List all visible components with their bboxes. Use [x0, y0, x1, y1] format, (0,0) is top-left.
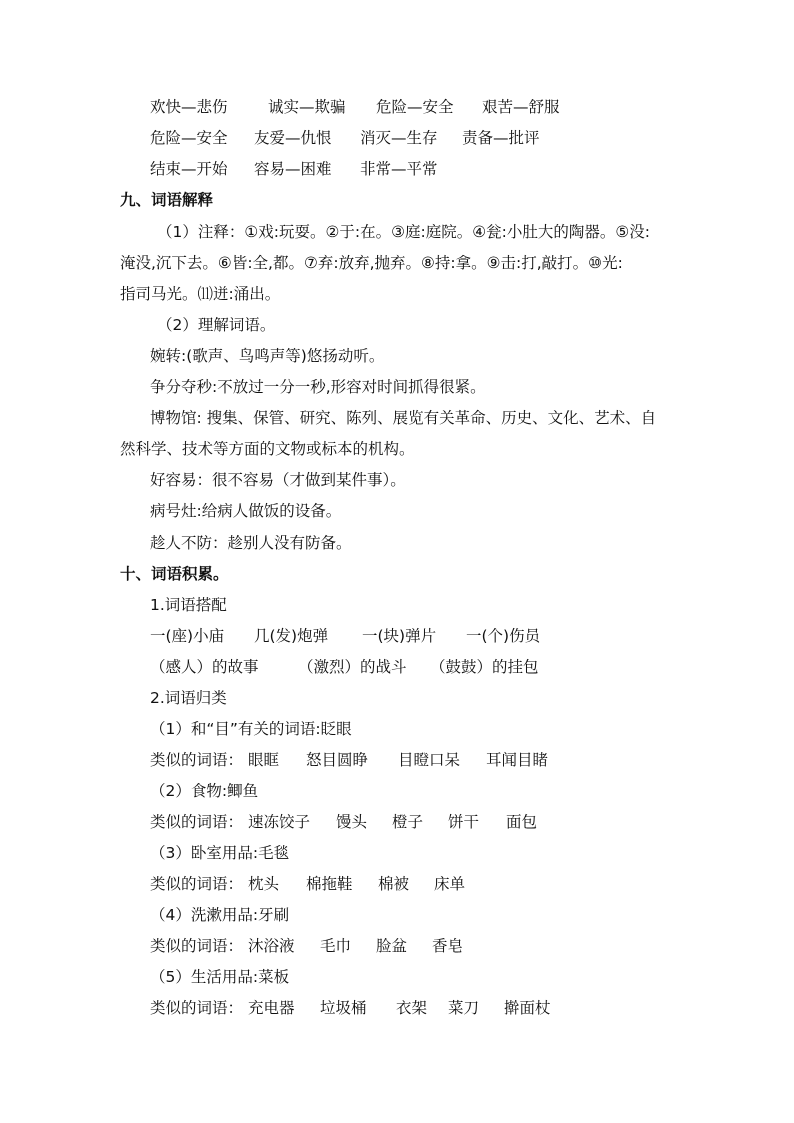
antonym-pair: 诚实—欺骗: [268, 98, 346, 116]
notes-line: （1）注释：①戏:玩耍。②于:在。③庭:庭院。④瓮:小肚大的陶器。⑤没:: [157, 223, 650, 241]
similar-word: 棉拖鞋: [306, 875, 353, 893]
similar-word: 怒目圆睁: [306, 751, 369, 769]
word-definition: 然科学、技术等方面的文物或标本的机构。: [120, 440, 415, 458]
similar-word: 菜刀: [448, 999, 480, 1017]
antonym-pair: 消灭—生存: [360, 129, 438, 147]
similar-label: 类似的词语：: [150, 875, 244, 893]
similar-word: 垃圾桶: [320, 999, 367, 1017]
similar-words-row: [150, 997, 551, 1019]
section-heading-9: 九、词语解释: [120, 191, 214, 209]
similar-label: 类似的词语：: [150, 999, 244, 1017]
similar-word: 脸盆: [376, 937, 408, 955]
antonym-row-2: [150, 127, 566, 149]
similar-word: 床单: [434, 875, 466, 893]
word-definition: 趁人不防：趁别人没有防备。: [150, 534, 352, 552]
antonym-pair: 危险—安全: [376, 98, 454, 116]
word-definition: 好容易：很不容易（才做到某件事）。: [150, 471, 406, 489]
similar-word: 衣架: [396, 999, 428, 1017]
word-definition: 婉转:(歌声、鸟鸣声等)悠扬动听。: [150, 347, 385, 365]
word-definition: 博物馆: 搜集、保管、研究、陈列、展览有关革命、历史、文化、艺术、自: [150, 409, 657, 427]
collocation-item: 几(发)炮弹: [254, 627, 329, 645]
similar-word: 香皂: [432, 937, 464, 955]
section-heading-10: 十、词语积累。: [120, 565, 229, 583]
word-definition: 争分夺秒:不放过一分一秒,形容对时间抓得很紧。: [150, 378, 486, 396]
similar-word: 枕头: [248, 875, 280, 893]
collocation-row-2: [150, 656, 539, 678]
similar-word: 擀面杖: [504, 999, 551, 1017]
antonym-pair: 责备—批评: [462, 129, 540, 147]
similar-words-row: [150, 873, 465, 895]
similar-words-row: [150, 811, 537, 833]
similar-words-row: [150, 749, 548, 771]
similar-word: 橙子: [392, 813, 424, 831]
antonym-pair: 欢快—悲伤: [150, 98, 228, 116]
similar-word: 目瞪口呆: [398, 751, 461, 769]
similar-word: 面包: [506, 813, 538, 831]
word-definition: 病号灶:给病人做饭的设备。: [150, 502, 342, 520]
similar-label: 类似的词语：: [150, 813, 244, 831]
collocation-item: 一(块)弹片: [362, 627, 437, 645]
group-heading: （5）生活用品:菜板: [150, 968, 290, 986]
classify-title: 2.词语归类: [150, 689, 227, 707]
group-heading: （2）食物:鲫鱼: [150, 782, 259, 800]
similar-word: 毛巾: [320, 937, 352, 955]
similar-word: 速冻饺子: [248, 813, 311, 831]
antonym-pair: 非常—平常: [360, 160, 438, 178]
collocation-item: 一(座)小庙: [150, 627, 225, 645]
antonym-pair: 艰苦—舒服: [482, 98, 560, 116]
collocation-item: 一(个)伤员: [466, 627, 541, 645]
similar-word: 耳闻目睹: [486, 751, 549, 769]
similar-word: 棉被: [378, 875, 410, 893]
understand-heading: （2）理解词语。: [157, 316, 276, 334]
antonym-pair: 危险—安全: [150, 129, 228, 147]
antonym-pair: 容易—困难: [254, 160, 332, 178]
similar-word: 饼干: [448, 813, 480, 831]
similar-words-row: [150, 935, 463, 957]
group-heading: （1）和“目”有关的词语:眨眼: [150, 720, 352, 738]
collocation-row-1: [150, 625, 540, 647]
notes-line: 淹没,沉下去。⑥皆:全,都。⑦弃:放弃,抛弃。⑧持:拿。⑨击:打,敲打。⑩光:: [120, 254, 623, 272]
similar-word: 沐浴液: [248, 937, 295, 955]
collocation-item: （激烈）的战斗: [298, 658, 407, 676]
collocation-item: （感人）的故事: [150, 658, 259, 676]
group-heading: （4）洗漱用品:牙刷: [150, 906, 290, 924]
antonym-row-3: [150, 158, 464, 180]
similar-word: 眼眶: [248, 751, 280, 769]
collocation-item: （鼓鼓）的挂包: [430, 658, 539, 676]
similar-word: 充电器: [248, 999, 295, 1017]
group-heading: （3）卧室用品:毛毯: [150, 844, 290, 862]
similar-label: 类似的词语：: [150, 937, 244, 955]
collocation-title: 1.词语搭配: [150, 596, 227, 614]
antonym-pair: 友爱—仇恨: [254, 129, 332, 147]
similar-word: 馒头: [336, 813, 368, 831]
similar-label: 类似的词语：: [150, 751, 244, 769]
antonym-row-1: [150, 96, 586, 118]
antonym-pair: 结束—开始: [150, 160, 228, 178]
notes-line: 指司马光。⑾迸:涌出。: [120, 285, 281, 303]
